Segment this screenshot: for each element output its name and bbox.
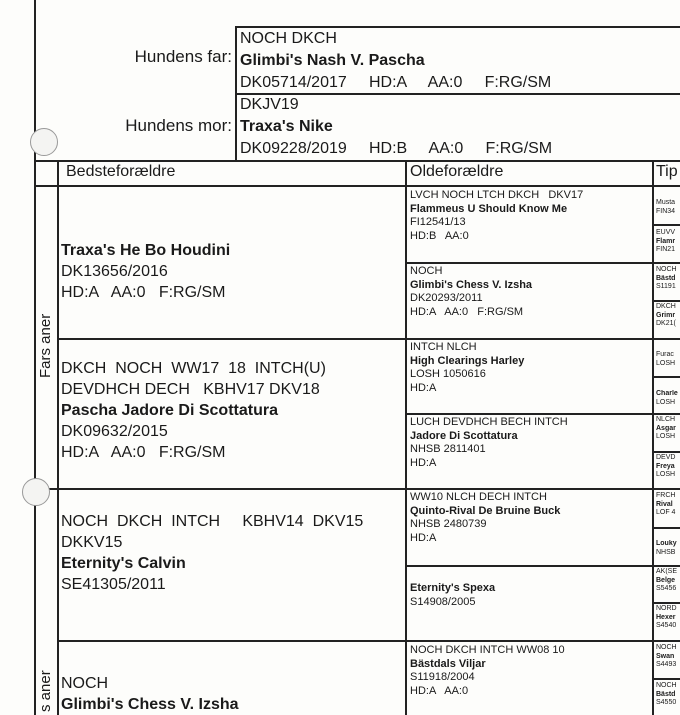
grandparent-name: Traxa's He Bo Houdini xyxy=(61,242,231,259)
gg-grandparent xyxy=(656,199,680,216)
ggp-health: HD:A AA:0 F:RG/SM xyxy=(410,305,524,318)
g3-line xyxy=(652,451,680,453)
header-great-grandparents: Oldeforældre xyxy=(410,163,504,180)
sire-titles: NOCH DKCH xyxy=(240,30,337,47)
left-border xyxy=(34,0,36,715)
great-grandparent-6 xyxy=(410,582,650,609)
g3-l2: Swan xyxy=(656,652,675,660)
g3-l3: FIN21 xyxy=(656,246,676,253)
sire-block xyxy=(240,28,680,94)
g3-line xyxy=(652,376,680,378)
g3-l3: S4493 xyxy=(656,661,677,668)
header-grandparents: Bedsteforældre xyxy=(66,163,176,180)
g3-l2: LOSH xyxy=(656,398,676,406)
col-ggp-line xyxy=(652,160,654,715)
gg-grandparent xyxy=(656,416,680,442)
sire-name: Glimbi's Nash V. Pascha xyxy=(240,52,425,69)
g3-l3: LOSH xyxy=(656,433,676,440)
g3-l1: Musta xyxy=(656,199,676,206)
grandparent-1 xyxy=(61,240,401,303)
g3-l3: S4540 xyxy=(656,622,677,629)
ggp-titles: LVCH NOCH LTCH DKCH DKV17 xyxy=(410,189,584,201)
ggp-row-line-5 xyxy=(405,565,680,567)
ggp-reg: DK20293/2011 xyxy=(410,292,483,304)
g3-l2: Asgar xyxy=(656,424,676,432)
ggp-name: High Clearings Harley xyxy=(410,354,525,367)
grandparent-reg: SE41305/2011 xyxy=(61,576,166,593)
great-grandparent-1 xyxy=(410,189,650,243)
gg-grandparent xyxy=(656,351,680,368)
gg-grandparent xyxy=(656,644,680,670)
g3-l1: EUVV xyxy=(656,229,676,236)
g3-l2: Rival xyxy=(656,500,673,508)
great-grandparent-2 xyxy=(410,265,650,319)
grandparent-name: Glimbi's Chess V. Izsha xyxy=(61,696,239,713)
g3-l1: NLCH xyxy=(656,416,676,423)
grandparent-name: Eternity's Calvin xyxy=(61,555,186,572)
ggp-titles: INTCH NLCH xyxy=(410,341,477,353)
grandparent-titles: DKCH NOCH WW17 18 INTCH(U) xyxy=(61,360,326,377)
g3-l1: Louky xyxy=(656,540,677,547)
ggp-titles: LUCH DEVDHCH BECH INTCH xyxy=(410,416,568,428)
header-gg-grandparents: Tip xyxy=(656,163,678,180)
ggp-health: HD:A AA:0 xyxy=(410,684,469,697)
gg-grandparent xyxy=(656,682,680,708)
g3-l2: Belge xyxy=(656,576,676,584)
ggp-reg: NHSB 2811401 xyxy=(410,443,486,455)
sire-label: Hundens far: xyxy=(134,47,232,66)
g3-l2: Grimr xyxy=(656,311,676,319)
g3-l2: Flamr xyxy=(656,237,676,245)
binder-hole xyxy=(22,478,50,506)
gg-grandparent xyxy=(656,390,680,407)
grandparent-4 xyxy=(61,673,403,715)
g3-l3: S5456 xyxy=(656,585,677,592)
grandparent-titles: NOCH DKCH INTCH KBHV14 DKV15 xyxy=(61,513,364,530)
gg-grandparent xyxy=(656,454,680,480)
grandparent-titles: NOCH xyxy=(61,675,109,692)
ggp-name: Flammeus U Should Know Me xyxy=(410,202,568,215)
great-grandparent-3 xyxy=(410,341,650,395)
gg-grandparent xyxy=(656,540,680,557)
ggp-titles: NOCH DKCH INTCH WW08 10 xyxy=(410,644,565,656)
sire-info: DK05714/2017 HD:A AA:0 F:RG/SM xyxy=(240,74,552,91)
g3-l1: NOCH xyxy=(656,644,677,651)
g3-l3: S4550 xyxy=(656,699,677,706)
ggp-titles: WW10 NLCH DECH INTCH xyxy=(410,491,547,503)
dam-name: Traxa's Nike xyxy=(240,118,333,135)
g3-l1: DKCH xyxy=(656,303,676,310)
grandparent-3 xyxy=(61,511,403,595)
col-gp-line xyxy=(405,160,407,715)
ggp-row-line-3 xyxy=(405,413,680,415)
ggp-name: Bästdals Viljar xyxy=(410,657,486,670)
gg-grandparent xyxy=(656,605,680,631)
grandparent-titles-2: DEVDHCH DECH KBHV17 DKV18 xyxy=(61,381,320,398)
ggp-name: Eternity's Spexa xyxy=(410,582,496,594)
ggp-reg: FI12541/13 xyxy=(410,216,466,228)
ggp-health: HD:A xyxy=(410,531,437,544)
table-top xyxy=(34,160,680,162)
ggp-reg: S14908/2005 xyxy=(410,595,476,608)
great-grandparent-4 xyxy=(410,416,650,470)
grandparent-titles-2: DKKV15 xyxy=(61,534,123,551)
ggp-health: HD:B AA:0 xyxy=(410,229,469,242)
ggp-health: HD:A xyxy=(410,381,437,394)
binder-hole xyxy=(30,128,58,156)
g3-l2: Freya xyxy=(656,462,675,470)
g3-l3: LOF 4 xyxy=(656,509,676,516)
header-bottom xyxy=(34,185,680,187)
g3-line xyxy=(652,602,680,604)
g3-l2: NHSB xyxy=(656,548,676,556)
gp-row-line-1 xyxy=(57,338,680,340)
ggp-reg: S11918/2004 xyxy=(410,671,475,683)
gg-grandparent xyxy=(656,303,680,329)
g3-l1: Charle xyxy=(656,390,678,397)
ggp-titles: NOCH xyxy=(410,265,443,277)
g3-l1: NOCH xyxy=(656,682,677,689)
gg-grandparent xyxy=(656,229,680,255)
g3-l3: LOSH xyxy=(656,471,676,478)
side-label-mors-aner: s aner xyxy=(37,670,54,712)
great-grandparent-7 xyxy=(410,644,650,698)
dam-info: DK09228/2019 HD:B AA:0 F:RG/SM xyxy=(240,140,553,157)
gg-grandparent xyxy=(656,568,680,594)
ggp-name: Jadore Di Scottatura xyxy=(410,429,518,442)
grandparent-2 xyxy=(61,358,403,463)
g3-line xyxy=(652,527,680,529)
side-label-fars-aner: Fars aner xyxy=(37,313,54,378)
g3-l1: NORD xyxy=(656,605,677,612)
side-split-line xyxy=(34,488,680,490)
grandparent-reg: DK13656/2016 xyxy=(61,263,168,280)
ggp-reg: NHSB 2480739 xyxy=(410,518,487,530)
dam-label: Hundens mor: xyxy=(125,116,232,135)
side-col-line xyxy=(57,160,59,715)
g3-l2: FIN34 xyxy=(656,207,676,215)
g3-l2: Bästd xyxy=(656,690,676,698)
grandparent-name: Pascha Jadore Di Scottatura xyxy=(61,402,278,419)
g3-line xyxy=(652,300,680,302)
g3-l1: FRCH xyxy=(656,492,676,499)
g3-l2: LOSH xyxy=(656,359,676,367)
ggp-reg: LOSH 1050616 xyxy=(410,368,486,380)
ggp-name: Glimbi's Chess V. Izsha xyxy=(410,278,533,291)
gg-grandparent xyxy=(656,492,680,518)
gg-grandparent xyxy=(656,266,680,292)
g3-line xyxy=(652,678,680,680)
g3-l1: DEVD xyxy=(656,454,676,461)
grandparent-health: HD:A AA:0 F:RG/SM xyxy=(61,444,226,461)
gp-row-line-3 xyxy=(57,640,680,642)
grandparent-health: HD:A AA:0 F:RG/SM xyxy=(61,284,226,301)
ggp-health: HD:A xyxy=(410,456,437,469)
g3-line xyxy=(652,224,680,226)
ggp-name: Quinto-Rival De Bruine Buck xyxy=(410,504,561,517)
dam-block xyxy=(240,94,680,160)
dam-titles: DKJV19 xyxy=(240,96,299,113)
great-grandparent-5 xyxy=(410,491,650,545)
g3-l2: Hexer xyxy=(656,613,676,621)
g3-l1: Furac xyxy=(656,351,674,358)
g3-l3: S1191 xyxy=(656,283,676,290)
g3-l2: Bästd xyxy=(656,274,676,282)
g3-l1: NOCH xyxy=(656,266,677,273)
grandparent-reg: DK09632/2015 xyxy=(61,423,168,440)
g3-l1: AK(SE xyxy=(656,568,678,575)
ggp-row-line-1 xyxy=(405,262,680,264)
g3-l3: DK21( xyxy=(656,320,676,327)
